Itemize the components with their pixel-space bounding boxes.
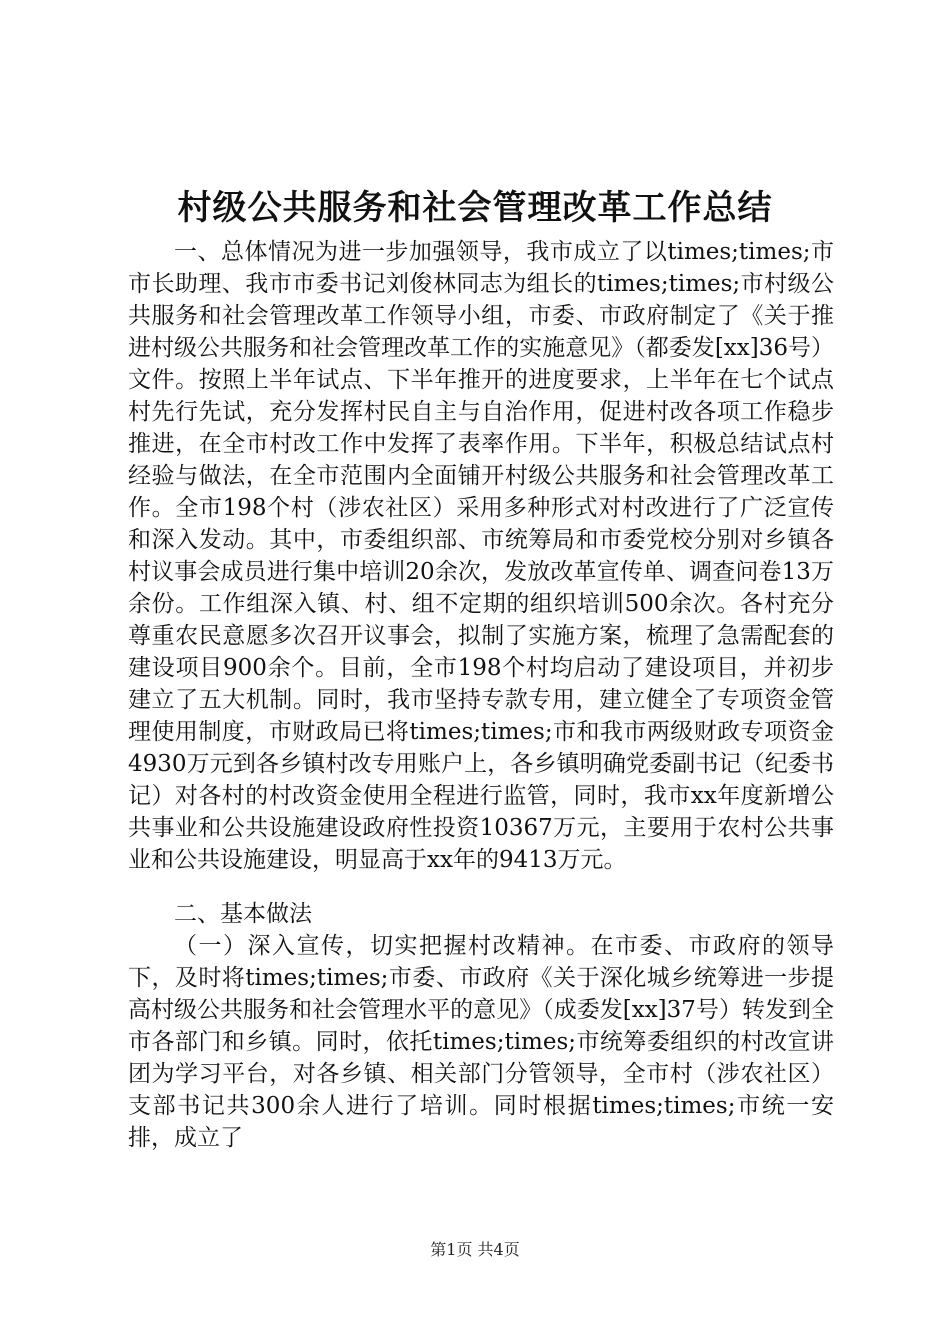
page-number-footer: 第1页 共4页 (430, 1240, 520, 1259)
document-title: 村级公共服务和社会管理改革工作总结 (177, 188, 773, 228)
document-body (128, 236, 834, 1154)
paragraph-publicity: （一）深入宣传，切实把握村改精神。在市委、市政府的领导下，及时将times;times;市委、市政府《关于深化城乡统筹进一步提高村级公共服务和社会管理水平的意见》（成委发[xx]37号）转发到全市各部门和乡镇。同时，依托times;times;市统筹委组织的村改宣讲团为学习平台，对各乡镇、相关部门分管领导，全市村（涉农社区）支部书记共300余人进行了培训。同时根据times;times;市统一安排，成立了 (128, 933, 834, 1151)
paragraph-overview: 一、总体情况为进一步加强领导，我市成立了以times;times;市市长助理、我市市委书记刘俊林同志为组长的times;times;市村级公共服务和社会管理改革工作领导小组，市委、市政府制定了《关于推进村级公共服务和社会管理改革工作的实施意见》（都委发[xx]36号）文件。按照上半年试点、下半年推开的进度要求，上半年在七个试点村先行先试，充分发挥村民自主与自治作用，促进村改各项工作稳步推进，在全市村改工作中发挥了表率作用。下半年，积极总结试点村经验与做法，在全市范围内全面铺开村级公共服务和社会管理改革工作。全市198个村（涉农社区）采用多种形式对村改进行了广泛宣传和深入发动。其中，市委组织部、市统筹局和市委党校分别对乡镇各村议事会成员进行集中培训20余次，发放改革宣传单、调查问卷13万余份。工作组深入镇、村、组不定期的组织培训500余次。各村充分尊重农民意愿多次召开议事会，拟制了实施方案，梳理了急需配套的建设项目900余个。目前，全市198个村均启动了建设项目，并初步建立了五大机制。同时，我市坚持专款专用，建立健全了专项资金管理使用制度，市财政局已将times;times;市和我市两级财政专项资金4930万元到各乡镇村改专用账户上，各乡镇明确党委副书记（纪委书记）对各村的村改资金使用全程进行监管，同时，我市xx年度新增公共事业和公共设施建设政府性投资10367万元，主要用于农村公共事业和公共设施建设，明显高于xx年的9413万元。 (128, 239, 834, 873)
section-heading-basic-practices: 二、基本做法 (174, 901, 312, 927)
